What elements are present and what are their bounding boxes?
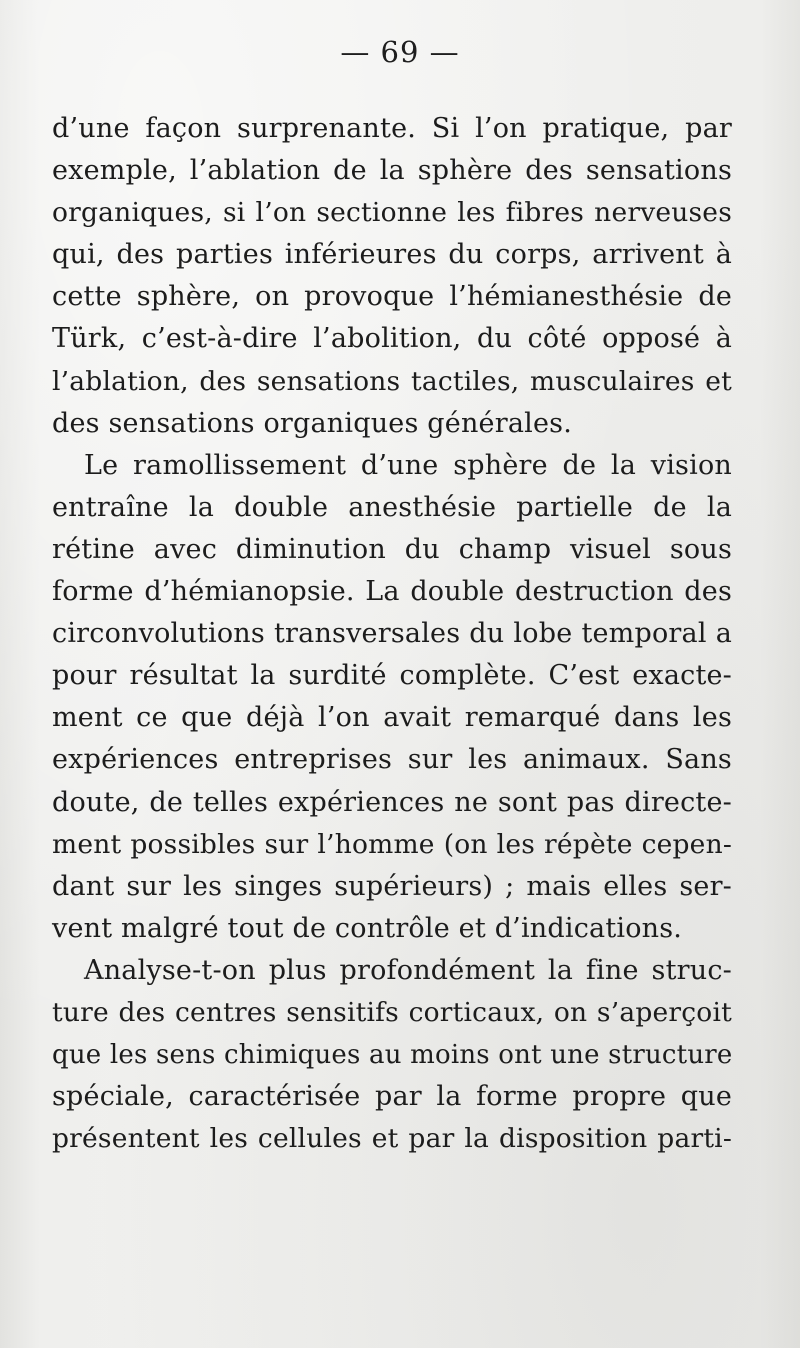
text-line: expériences entreprises sur les animaux. Sans [52,744,732,776]
text-line: rétine avec diminution du champ visuel sous [52,533,732,565]
text-line: Analyse-t-on plus profondément la fine struc- [84,954,732,986]
text-line: présentent les cellules et par la disposition parti- [52,1123,732,1155]
text-line: d’une façon surprenante. Si l’on pratique, par [52,113,732,144]
text-line: dant sur les singes supérieurs) ; mais elles ser- [52,870,732,902]
text-line: ment possibles sur l’homme (on les répète cepen- [52,828,732,860]
text-line: qui, des parties inférieures du corps, arrivent à [52,239,732,271]
text-line: pour résultat la surdité complète. C’est exacte- [52,660,732,692]
text-line: que les sens chimiques au moins ont une structure [52,1040,733,1071]
text-line: exemple, l’ablation de la sphère des sensations [52,155,732,187]
text-line: cette sphère, on provoque l’hémianesthésie de [52,281,732,313]
page-number: — 69 — [340,35,460,69]
text-line: circonvolutions transversales du lobe temporal a [52,618,732,650]
text-line: spéciale, caractérisée par la forme propre que [52,1081,732,1113]
text-line: forme d’hémianopsie. La double destruction des [52,576,732,608]
text-line: des sensations organiques générales. [52,407,572,439]
text-line: l’ablation, des sensations tactiles, musculaires et [52,365,732,397]
text-line: doute, de telles expériences ne sont pas directe- [52,786,732,818]
text-line: entraîne la double anesthésie partielle de la [52,491,732,523]
text-line: ture des centres sensitifs corticaux, on s’aperçoit [52,996,732,1028]
text-line: Le ramollissement d’une sphère de la vision [84,449,732,481]
text-line: Türk, c’est-à-dire l’abolition, du côté opposé à [52,323,732,355]
text-line: organiques, si l’on sectionne les fibres nerveuses [52,197,732,229]
text-line: vent malgré tout de contrôle et d’indications. [52,912,683,944]
text-line: ment ce que déjà l’on avait remarqué dans les [52,702,732,734]
body-text [52,108,732,1160]
